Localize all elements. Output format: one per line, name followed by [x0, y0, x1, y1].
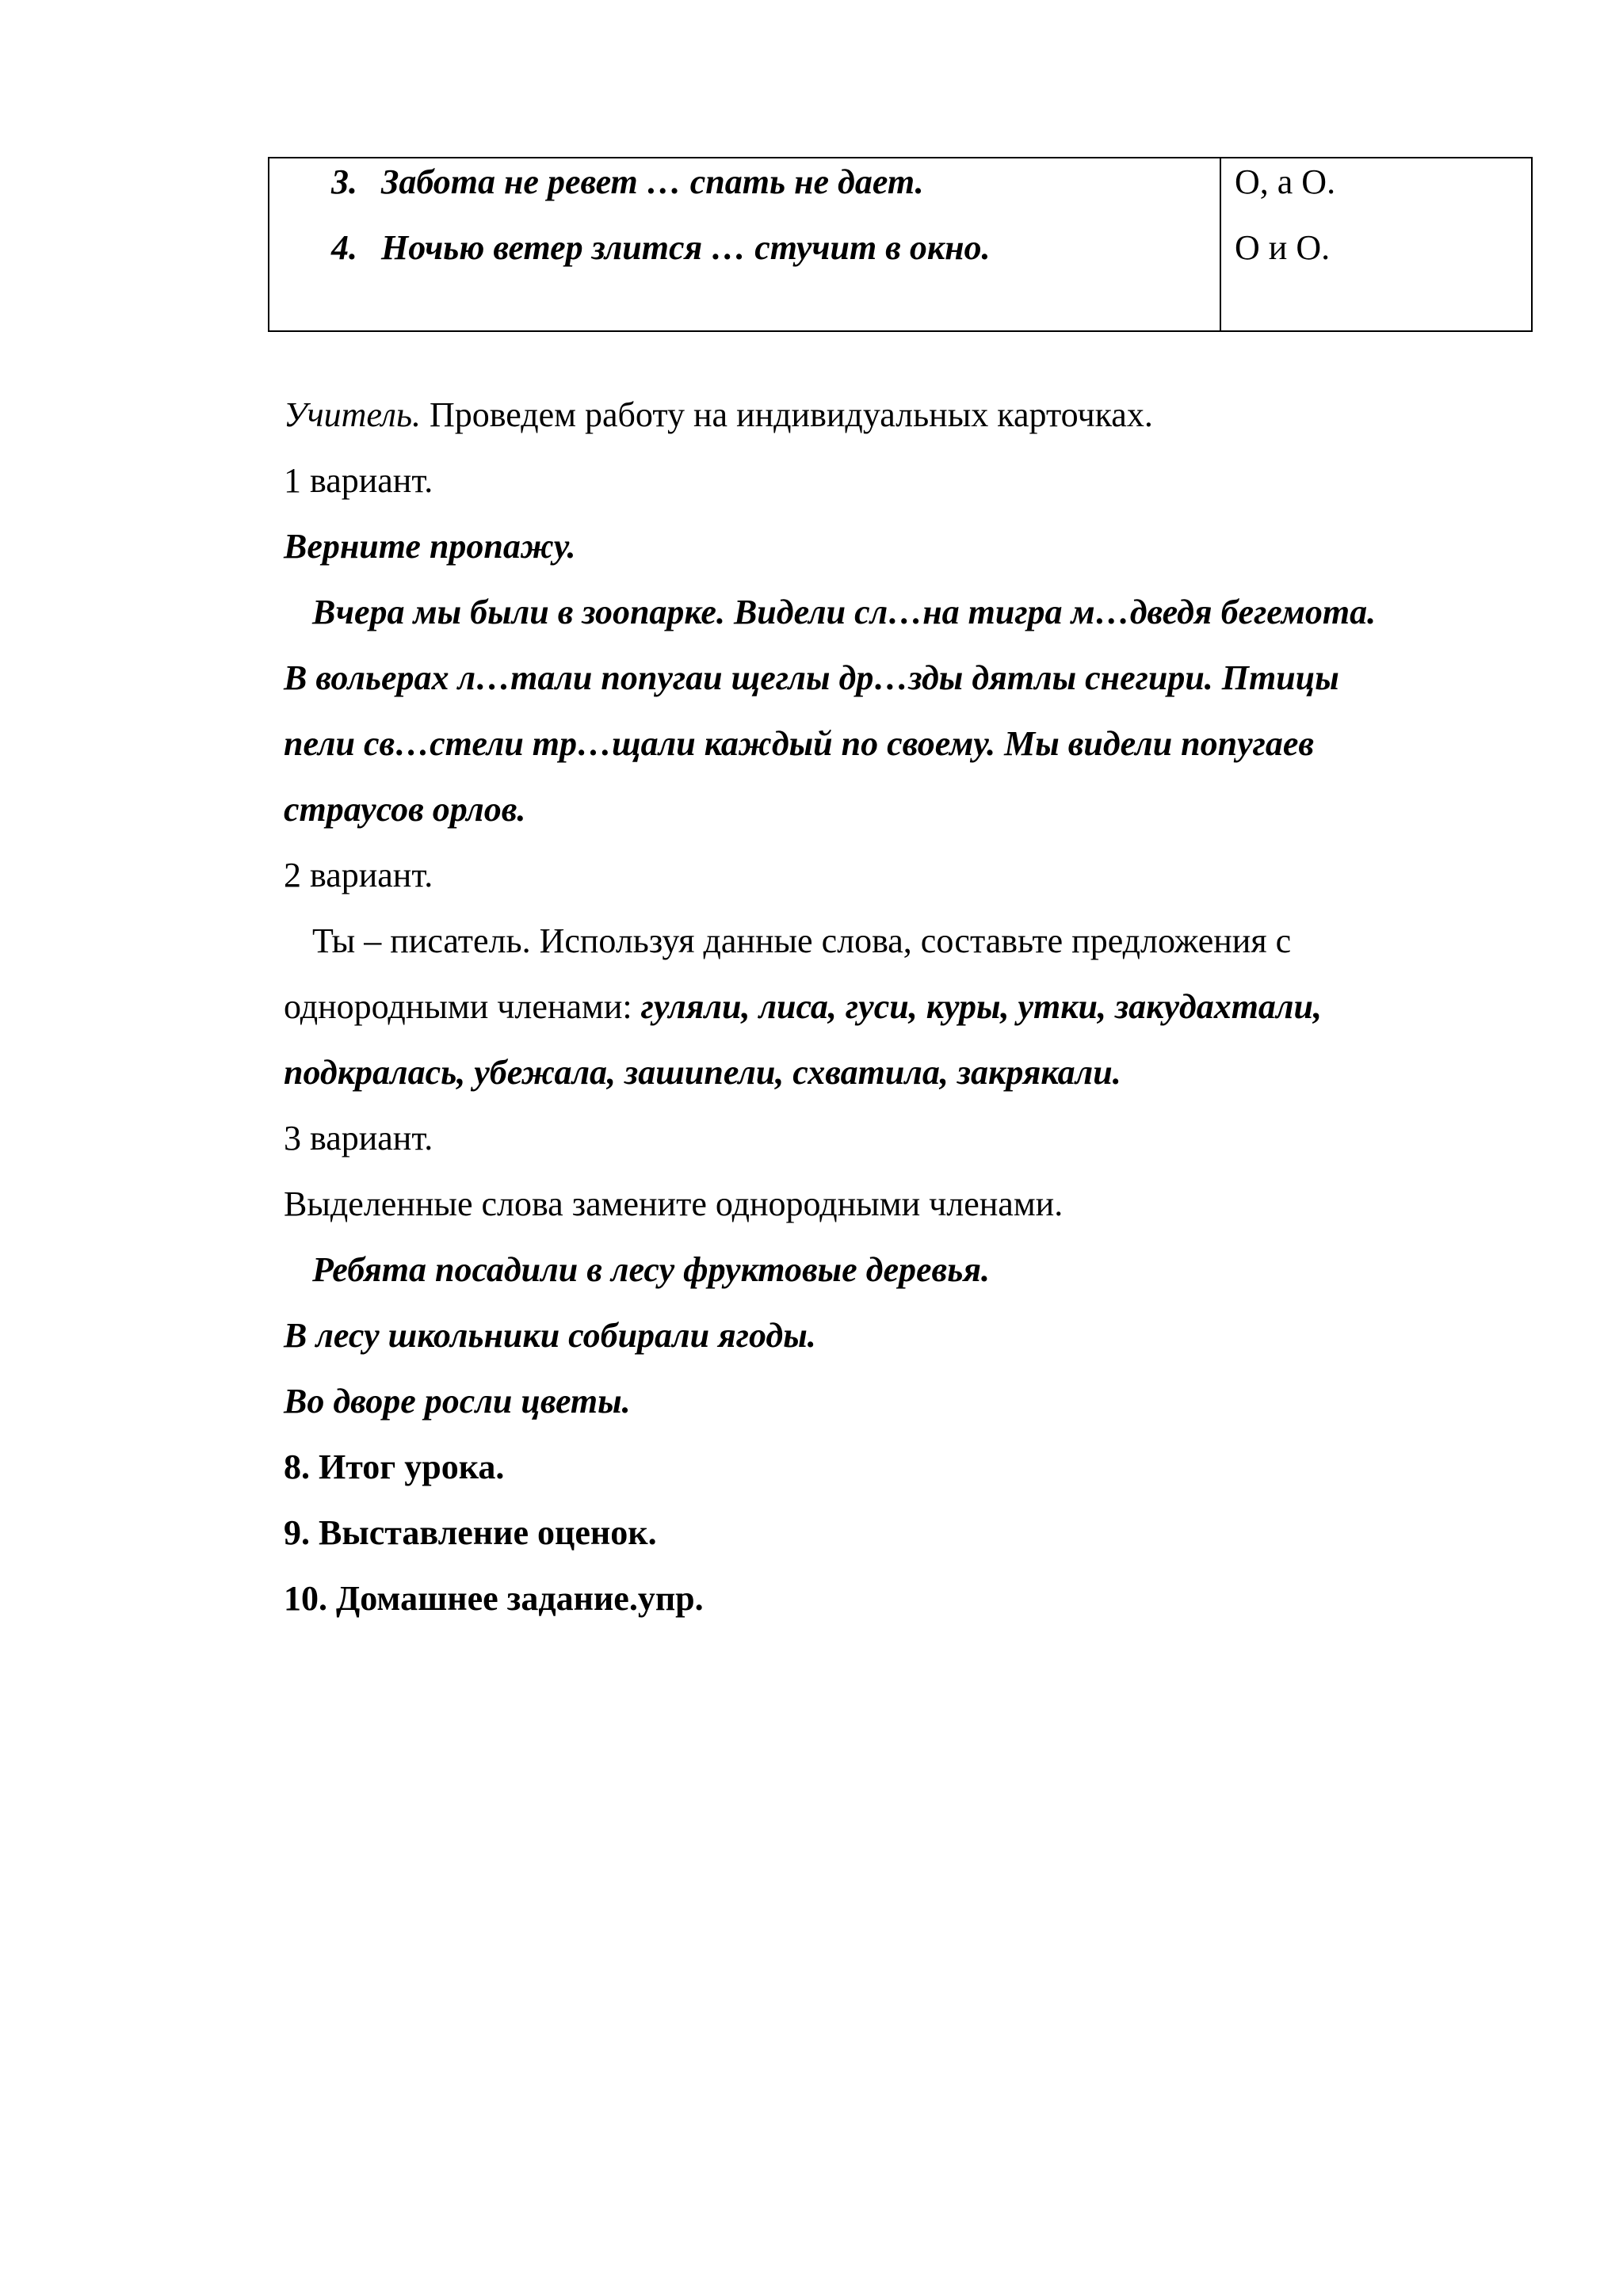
variant2-text-line: Ты – писатель. Используя данные слова, составьте предложения с [312, 921, 1292, 960]
section-heading: 9. Выставление оценок. [284, 1513, 657, 1552]
variant3-instruction: Выделенные слова замените однородными членами. [284, 1184, 1064, 1223]
table-row-text: Забота не ревет … спать не дает. [381, 162, 924, 201]
section-heading: 10. Домашнее задание.упр. [284, 1579, 704, 1618]
table-row-text: Ночью ветер злится … стучит в окно. [381, 228, 991, 267]
variant1-title: Верните пропажу. [284, 527, 576, 566]
variant1-text-line: страусов орлов. [284, 790, 526, 829]
variant-heading: 2 вариант. [284, 856, 433, 894]
teacher-text: Проведем работу на индивидуальных карточках. [421, 395, 1153, 434]
variant-heading: 1 вариант. [284, 461, 433, 500]
table-row-number: 3. [331, 162, 357, 201]
table-row-answer: О и О. [1235, 228, 1331, 267]
teacher-line [284, 395, 1153, 436]
variant1-text-line: пели св…стели тр…щали каждый по своему. Мы видели попугаев [284, 724, 1315, 763]
variant-heading: 3 вариант. [284, 1119, 433, 1158]
variant1-text-line: В вольерах л…тали попугаи щеглы др…зды дятлы снегири. Птицы [284, 658, 1339, 697]
variant2-plain-text: однородными членами: [284, 987, 641, 1026]
variant2-word-list: гуляли, лиса, гуси, куры, утки, закудахтали, [640, 987, 1322, 1026]
teacher-label: Учитель. [284, 395, 422, 434]
variant3-sentence: Во дворе росли цветы. [284, 1382, 631, 1421]
variant2-word-list: подкралась, убежала, зашипели, схватила, закрякали. [284, 1053, 1121, 1092]
table-column-divider [1220, 158, 1221, 330]
section-heading: 8. Итог урока. [284, 1447, 505, 1486]
variant3-sentence: В лесу школьники собирали ягоды. [284, 1316, 816, 1355]
variant3-sentence: Ребята посадили в лесу фруктовые деревья. [312, 1250, 990, 1289]
table-row-number: 4. [331, 228, 357, 267]
variant2-text-line [284, 986, 1322, 1028]
table-row-answer: О, а О. [1235, 162, 1336, 201]
variant1-text-line: Вчера мы были в зоопарке. Видели сл…на тигра м…дведя бегемота. [312, 593, 1377, 631]
